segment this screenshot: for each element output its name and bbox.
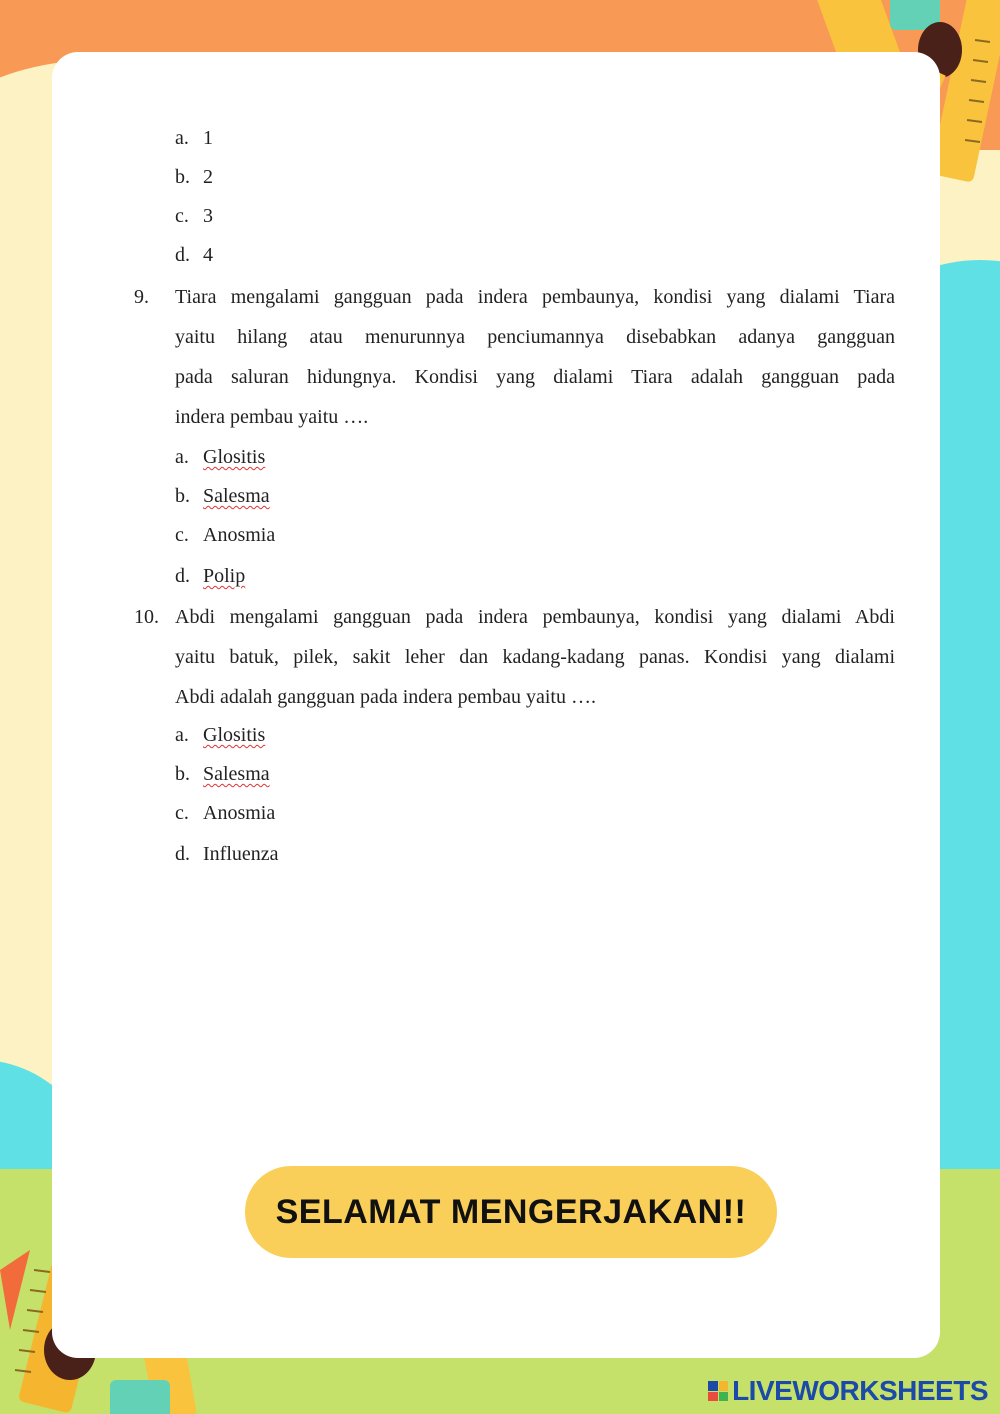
q10-option-c: c. Anosmia xyxy=(175,802,276,824)
q8-option-b: b. 2 xyxy=(175,166,213,188)
question-line: Abdi adalah gangguan pada indera pembau yaitu …. xyxy=(175,686,596,708)
q10-number: 10. xyxy=(134,606,159,628)
q9-option-a: a. Glositis xyxy=(175,446,266,468)
question-line: indera pembau yaitu …. xyxy=(175,406,369,428)
q10-option-a: a. Glositis xyxy=(175,724,266,746)
q8-option-c: c. 3 xyxy=(175,205,213,227)
q9-option-c: c. Anosmia xyxy=(175,524,276,546)
question-line: Tiara mengalami gangguan pada indera pembaunya, kondisi yang dialami Tiara xyxy=(175,286,895,308)
q10-option-b: b. Salesma xyxy=(175,763,270,785)
liveworksheets-brand[interactable] xyxy=(708,1376,988,1406)
q9-number: 9. xyxy=(134,286,149,308)
selamat-banner: SELAMAT MENGERJAKAN!! xyxy=(245,1166,777,1258)
question-line: Abdi mengalami gangguan pada indera pembaunya, kondisi yang dialami Abdi xyxy=(175,606,895,628)
q9-option-d: d. Polip xyxy=(175,565,246,587)
q8-option-a: a. 1 xyxy=(175,127,213,149)
q10-option-d: d. Influenza xyxy=(175,843,279,865)
brand-name: LIVEWORKSHEETS xyxy=(732,1375,988,1406)
question-line: pada saluran hidungnya. Kondisi yang dialami Tiara adalah gangguan pada xyxy=(175,366,895,388)
liveworksheets-logo-icon xyxy=(708,1381,728,1401)
question-line: yaitu hilang atau menurunnya penciumannya disebabkan adanya gangguan xyxy=(175,326,895,348)
q8-option-d: d. 4 xyxy=(175,244,213,266)
question-line: yaitu batuk, pilek, sakit leher dan kadang-kadang panas. Kondisi yang dialami xyxy=(175,646,895,668)
q9-option-b: b. Salesma xyxy=(175,485,270,507)
